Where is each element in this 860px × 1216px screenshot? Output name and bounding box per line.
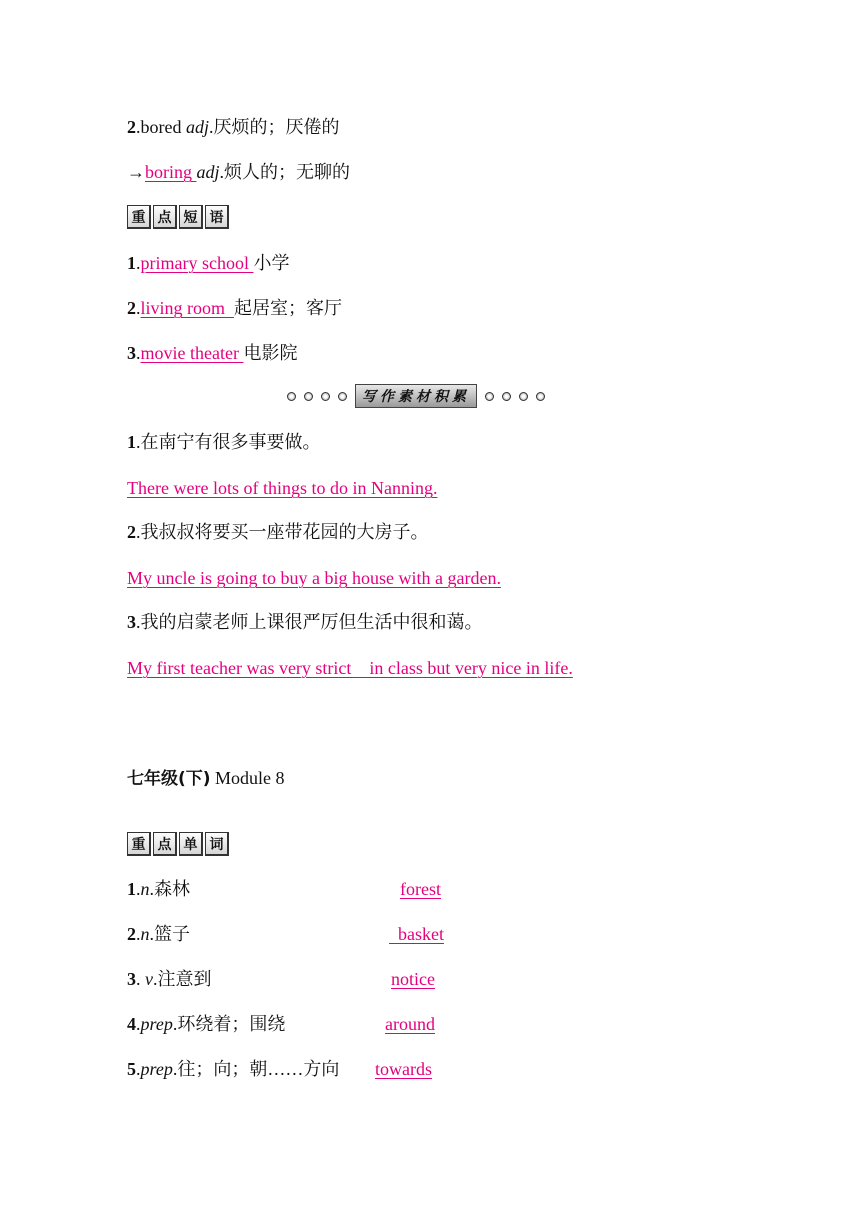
dot-icon [502,392,511,401]
writing-material-banner [287,385,545,407]
banner-title: 写作素材积累 [355,384,477,408]
badge-char: 词 [205,832,229,856]
phrase-item: 3.movie theater 电影院 [127,343,298,363]
word-answer: around [385,1014,435,1034]
dot-icon [519,392,528,401]
phrase-item: 1.primary school 小学 [127,253,290,273]
writing-answer: My uncle is going to buy a big house with a garden. [127,568,501,588]
key-phrases-badge [127,205,229,229]
dot-icon [536,392,545,401]
dot-icon [321,392,330,401]
writing-answer: My first teacher was very strict in class but very nice in life. [127,658,573,678]
word-answer: basket [389,924,444,944]
word-answer: forest [400,879,441,899]
badge-char: 重 [127,832,151,856]
writing-prompt: 3.我的启蒙老师上课很严厉但生活中很和蔼。 [127,612,483,632]
word-item: 4.prep.环绕着；围绕 [127,1014,286,1034]
writing-answer: There were lots of things to do in Nanning. [127,478,438,498]
badge-char: 点 [153,205,177,229]
vocab-derived-boring: →boring adj.烦人的；无聊的 [127,162,351,182]
grade-module-heading: 七年级(下) Module 8 [127,768,285,789]
badge-char: 点 [153,832,177,856]
badge-char: 短 [179,205,203,229]
writing-prompt: 1.在南宁有很多事要做。 [127,432,321,452]
vocab-item-bored: 2.bored adj.厌烦的；厌倦的 [127,117,340,137]
word-item: 5.prep.往；向；朝……方向 [127,1059,340,1079]
phrase-item: 2.living room 起居室；客厅 [127,298,342,318]
badge-char: 重 [127,205,151,229]
word-item: 1.n.森林 [127,879,190,899]
word-answer: towards [375,1059,432,1079]
word-item: 2.n.篮子 [127,924,190,944]
badge-char: 单 [179,832,203,856]
badge-char: 语 [205,205,229,229]
dot-icon [338,392,347,401]
dot-icon [287,392,296,401]
dot-icon [485,392,494,401]
word-answer: notice [391,969,435,989]
key-words-badge [127,832,229,856]
answer-boring: boring [145,162,197,182]
word-item: 3. v.注意到 [127,969,212,989]
dot-icon [304,392,313,401]
writing-prompt: 2.我叔叔将要买一座带花园的大房子。 [127,522,429,542]
